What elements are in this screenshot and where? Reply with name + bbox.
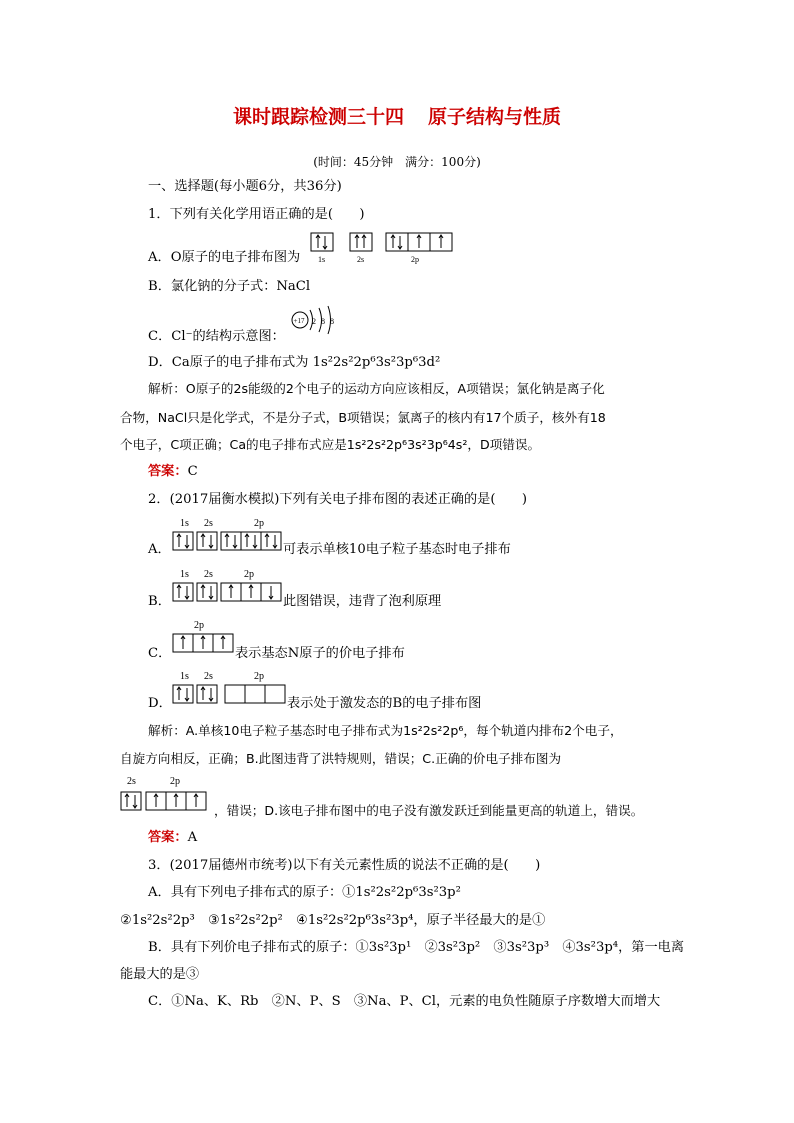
q2b-label-2p: 2p	[244, 569, 254, 580]
q2-c-letter: C．	[148, 646, 172, 661]
q2-option-b-text: 此图错误，违背了泡利原理	[283, 594, 442, 609]
q1-analysis-line-2: 合物，NaCl只是化学式，不是分子式，B项错误；氯离子的核内有17个质子，核外有18	[120, 410, 606, 425]
label-2s: 2s	[357, 255, 365, 264]
q3-option-b-line-2: 能最大的是③	[120, 967, 200, 982]
q2-d-orbital-diagram	[172, 669, 290, 709]
orbital-box-2p	[386, 233, 452, 251]
q1-stem: 1．下列有关化学用语正确的是( )	[148, 207, 365, 222]
q2-a-letter: A．	[148, 542, 171, 557]
q1-a-orbital-diagram	[310, 232, 460, 266]
shell-1-count: 2	[312, 317, 316, 326]
orbital-box-2s	[350, 233, 372, 251]
page-title	[0, 102, 794, 129]
q2-answer-label: 答案：	[148, 830, 188, 845]
q2d-label-2p: 2p	[254, 671, 264, 682]
q1-option-c: C．Cl⁻的结构示意图：	[148, 329, 285, 344]
q2a-label-2p: 2p	[254, 518, 264, 529]
q2-answer	[148, 829, 197, 847]
title-main: 课时跟踪检测三十四	[232, 106, 404, 128]
nucleus-charge: +17	[293, 317, 305, 325]
q2a-label-2s: 2s	[204, 518, 213, 529]
q3-option-a-line-1: A．具有下列电子排布式的原子：①1s²2s²2p⁶3s²3p²	[148, 885, 461, 900]
q2b-label-1s: 1s	[180, 569, 189, 580]
orbital-box-1s	[311, 233, 333, 251]
q2d-label-1s: 1s	[180, 671, 189, 682]
q2-option-a-text: 可表示单核10电子粒子基态时电子排布	[283, 542, 511, 557]
q2-ana-label-2p: 2p	[170, 776, 180, 787]
q2-d-letter: D．	[148, 696, 172, 711]
q2-analysis-line-1: 解析：A.单核10电子粒子基态时电子排布式为1s²2s²2p⁶，每个轨道内排布2个电子，	[148, 723, 623, 738]
q2-b-letter: B．	[148, 594, 171, 609]
q2-option-c-text: 表示基态N原子的价电子排布	[235, 646, 405, 661]
q1-option-a: A．O原子的电子排布图为	[148, 250, 301, 265]
label-1s: 1s	[318, 255, 326, 264]
q3-option-b-line-1: B．具有下列价电子排布式的原子：①3s²3p¹ ②3s²3p² ③3s²3p³ ④3s²3p⁴，第一电离	[148, 940, 685, 955]
q2-c-orbital-diagram	[172, 618, 237, 658]
shell-2-count: 8	[321, 317, 325, 326]
q2-answer-value: A	[187, 830, 198, 845]
q1-analysis-line-3: 个电子，C项正确；Ca的电子排布式应是1s²2s²2p⁶3s²3p⁶4s²，D项错误。	[120, 437, 541, 452]
cl-ion-structure-diagram	[290, 304, 342, 338]
q2-analysis-line-3: ，错误；D.该电子排布图中的电子没有激发跃迁到能量更高的轨道上，错误。	[214, 803, 644, 818]
q2-a-orbital-diagram	[172, 516, 287, 556]
q1-answer	[148, 463, 198, 481]
exam-meta: (时间：45分钟 满分：100分)	[313, 155, 481, 169]
q2c-label-2p: 2p	[194, 620, 204, 631]
q2d-label-2s: 2s	[204, 671, 213, 682]
q2-option-d-text: 表示处于激发态的B的电子排布图	[287, 696, 482, 711]
label-2p: 2p	[411, 255, 419, 264]
q3-option-a-line-2: ②1s²2s²2p³ ③1s²2s²2p² ④1s²2s²2p⁶3s²3p⁴，原子半径最大的是①	[120, 913, 546, 928]
q2b-label-2s: 2s	[204, 569, 213, 580]
q1-option-d: D．Ca原子的电子排布式为 1s²2s²2p⁶3s²3p⁶3d²	[148, 355, 441, 370]
q2-correct-valence-diagram	[120, 774, 212, 814]
q1-option-b: B．氯化钠的分子式：NaCl	[148, 279, 311, 294]
q3-stem: 3．(2017届德州市统考)以下有关元素性质的说法不正确的是( )	[148, 858, 541, 873]
q3-option-c: C．①Na、K、Rb ②N、P、S ③Na、P、Cl，元素的电负性随原子序数增大而增大	[148, 994, 661, 1009]
section-heading: 一、选择题(每小题6分，共36分)	[148, 179, 342, 194]
q1-analysis-line-1: 解析：O原子的2s能级的2个电子的运动方向应该相反，A项错误；氯化钠是离子化	[148, 381, 605, 396]
q2-b-orbital-diagram	[172, 567, 287, 607]
q2-ana-label-2s: 2s	[127, 776, 136, 787]
q1-answer-value: C	[187, 464, 198, 479]
q1-answer-label: 答案：	[148, 464, 188, 479]
shell-3-count: 8	[330, 317, 334, 326]
title-sub: 原子结构与性质	[428, 106, 562, 128]
q2-stem: 2．(2017届衡水模拟)下列有关电子排布图的表述正确的是( )	[148, 492, 528, 507]
q2a-label-1s: 1s	[180, 518, 189, 529]
q2-analysis-line-2: 自旋方向相反，正确；B.此图违背了洪特规则，错误；C.正确的价电子排布图为	[120, 751, 562, 766]
